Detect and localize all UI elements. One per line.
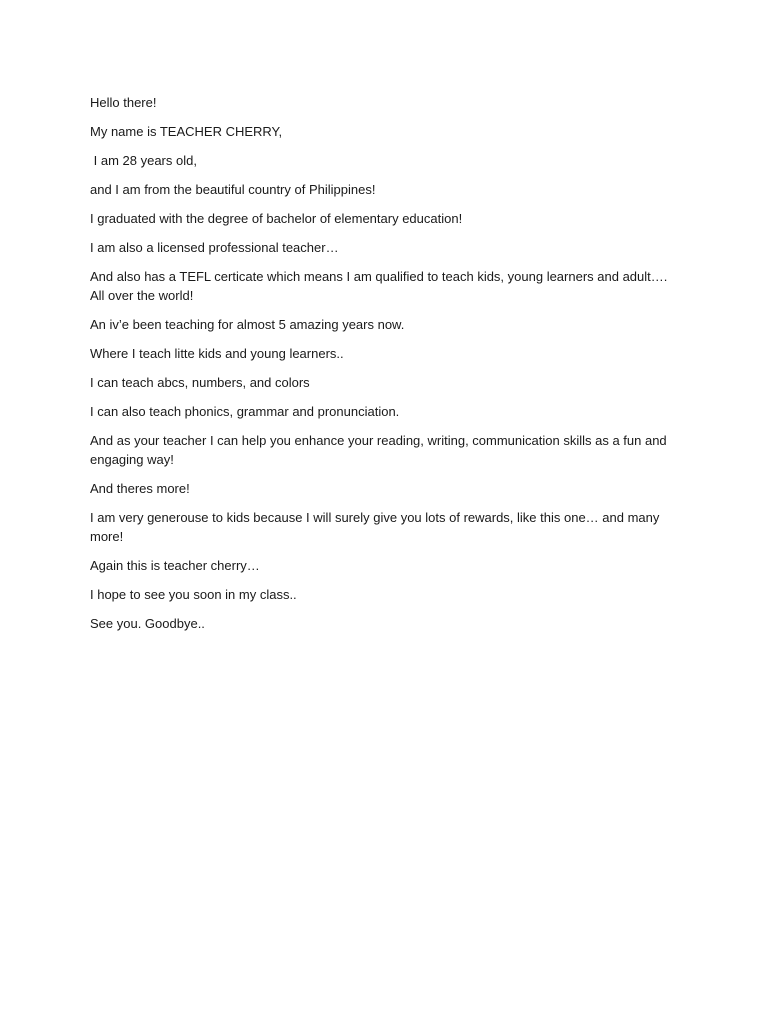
paragraph-country: and I am from the beautiful country of Philippines! — [90, 182, 376, 197]
paragraph-rewards: I am very generouse to kids because I will surely give you lots of rewards, like this one… and many more! — [90, 510, 664, 544]
paragraph-greeting: Hello there! — [90, 95, 157, 110]
paragraph-hope: I hope to see you soon in my class.. — [90, 587, 297, 602]
paragraph-degree: I graduated with the degree of bachelor of elementary education! — [90, 211, 463, 226]
paragraph-skills: And as your teacher I can help you enhance your reading, writing, communication skills as a fun and engaging way! — [90, 433, 671, 467]
paragraph-experience: An iv’e been teaching for almost 5 amazing years now. — [90, 317, 405, 332]
paragraph-license: I am also a licensed professional teacher… — [90, 240, 339, 255]
paragraph-name: My name is TEACHER CHERRY, — [90, 124, 283, 139]
paragraph-tefl: And also has a TEFL certicate which means I am qualified to teach kids, young learners and adult…. All over the world! — [90, 269, 671, 303]
paragraph-again: Again this is teacher cherry… — [90, 558, 260, 573]
paragraph-phonics: I can also teach phonics, grammar and pronunciation. — [90, 404, 400, 419]
paragraph-students: Where I teach litte kids and young learners.. — [90, 346, 344, 361]
paragraph-more: And theres more! — [90, 481, 190, 496]
paragraph-age: I am 28 years old, — [90, 153, 197, 168]
document-body — [90, 93, 682, 643]
paragraph-abcs: I can teach abcs, numbers, and colors — [90, 375, 310, 390]
paragraph-goodbye: See you. Goodbye.. — [90, 616, 205, 631]
